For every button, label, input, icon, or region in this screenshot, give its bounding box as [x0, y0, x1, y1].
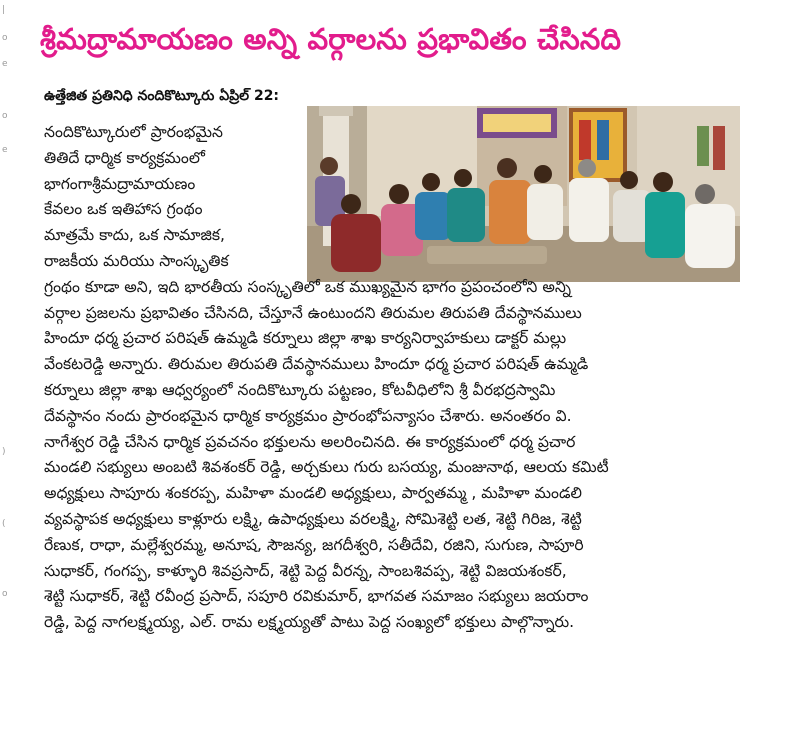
- article-line: సుధాకర్, గంగప్ప, కాళ్ళూరి శివప్రసాద్, శెట్టి పెద్ద వీరన్న, సాంబశివప్ప, శెట్టి విజయశంకర్,: [44, 561, 567, 580]
- article-line: నందికొట్కూరులో ప్రారంభమైన: [44, 123, 223, 141]
- edge-marks: [2, 0, 12, 746]
- article-line: రేణుక, రాధా, మల్లేశ్వరమ్మ, అనూష, సౌజన్య, జగదీశ్వరి, సతీదేవి, రజిని, సుగుణ, సాపూరి: [44, 535, 584, 554]
- article-line: మాత్రమే కాదు, ఒక సామాజిక,: [44, 226, 226, 245]
- article-line: తితిదే ధార్మిక కార్యక్రమంలో: [44, 148, 205, 167]
- article-line: నాగేశ్వర రెడ్డి చేసిన ధార్మిక ప్రవచనం భక్తులను అలరించినది. ఈ కార్యక్రమంలో ధర్మ ప్రచార: [44, 432, 576, 451]
- article-line: మండలి సభ్యులు అంబటి శివశంకర్ రెడ్డి, అర్చకులు గురు బసయ్య, మంజునాథ, ఆలయ కమిటీ: [44, 458, 609, 477]
- edge-mark: e: [2, 59, 8, 69]
- dateline: ఉత్తేజిత ప్రతినిధి నందికొట్కూరు ఏప్రిల్ 22:: [44, 88, 280, 104]
- article-line: కేవలం ఒక ఇతిహాస గ్రంథం: [44, 200, 203, 219]
- article-line: వ్యవస్థాపక అధ్యక్షులు కాళ్లూరు లక్ష్మి, ఉపాధ్యక్షులు వరలక్ష్మి, సోమిశెట్టి లత, శెట్టి గిరిజ, శెట్టి: [44, 509, 582, 528]
- edge-mark: o: [2, 589, 8, 599]
- article-line: రాజకీయ మరియు సాంస్కృతిక: [44, 251, 229, 270]
- article-line: శెట్టి సుధాకర్, శెట్టి రవీంద్ర ప్రసాద్, సపూరి రవికుమార్, భాగవత సమాజం సభ్యులు జయరాం: [44, 587, 589, 606]
- article-line: కర్నూలు జిల్లా శాఖ ఆధ్వర్యంలో నందికొట్కూరు పట్టణం, కోటవీధిలోని శ్రీ వీరభద్రస్వామి: [44, 380, 556, 399]
- edge-mark: ): [2, 447, 6, 457]
- article-line: రెడ్డి, పెద్ద నాగలక్ష్మయ్య, ఎల్. రామ లక్ష్మయ్యతో పాటు పెద్ద సంఖ్యలో భక్తులు పాల్గొన్నారు.: [44, 613, 575, 632]
- article-line: వేంకటరెడ్డి అన్నారు. తిరుమల తిరుపతి దేవస్థానములు హిందూ ధర్మ ప్రచార పరిషత్ ఉమ్మడి: [44, 355, 589, 374]
- edge-mark: e: [2, 145, 8, 155]
- article-line: గ్రంథం కూడా అని, ఇది భారతీయ సంస్కృతిలో ఒక ముఖ్యమైన భాగం ప్రపంచంలోని అన్ని: [44, 277, 572, 296]
- article-line: భాగంగాశ్రీమద్రామాయణం: [44, 174, 196, 193]
- headline: శ్రీమద్రామాయణం అన్ని వర్గాలను ప్రభావితం చేసినది: [40, 22, 622, 56]
- edge-mark: o: [2, 33, 8, 43]
- edge-mark: (: [2, 519, 6, 529]
- article-body: [44, 120, 788, 636]
- edge-mark: |: [2, 5, 6, 15]
- article-line: దేవస్థానం నందు ప్రారంభమైన ధార్మిక కార్యక్రమం ప్రారంభోపన్యాసం చేశారు. అనంతరం వి.: [44, 406, 572, 425]
- article-line: అధ్యక్షులు సాపూరు శంకరప్ప, మహిళా మండలి అధ్యక్షులు, పార్వతమ్మ , మహిళా మండలి: [44, 484, 582, 503]
- article-line: హిందూ ధర్మ ప్రచార పరిషత్ ఉమ్మడి కర్నూలు జిల్లా శాఖ కార్యనిర్వాహకులు డాక్టర్ మల్లు: [44, 329, 567, 348]
- article-line: వర్గాల ప్రజలను ప్రభావితం చేసినది, చేస్తూనే ఉంటుందని తిరుమల తిరుపతి దేవస్థానములు: [44, 303, 582, 322]
- edge-mark: o: [2, 111, 8, 121]
